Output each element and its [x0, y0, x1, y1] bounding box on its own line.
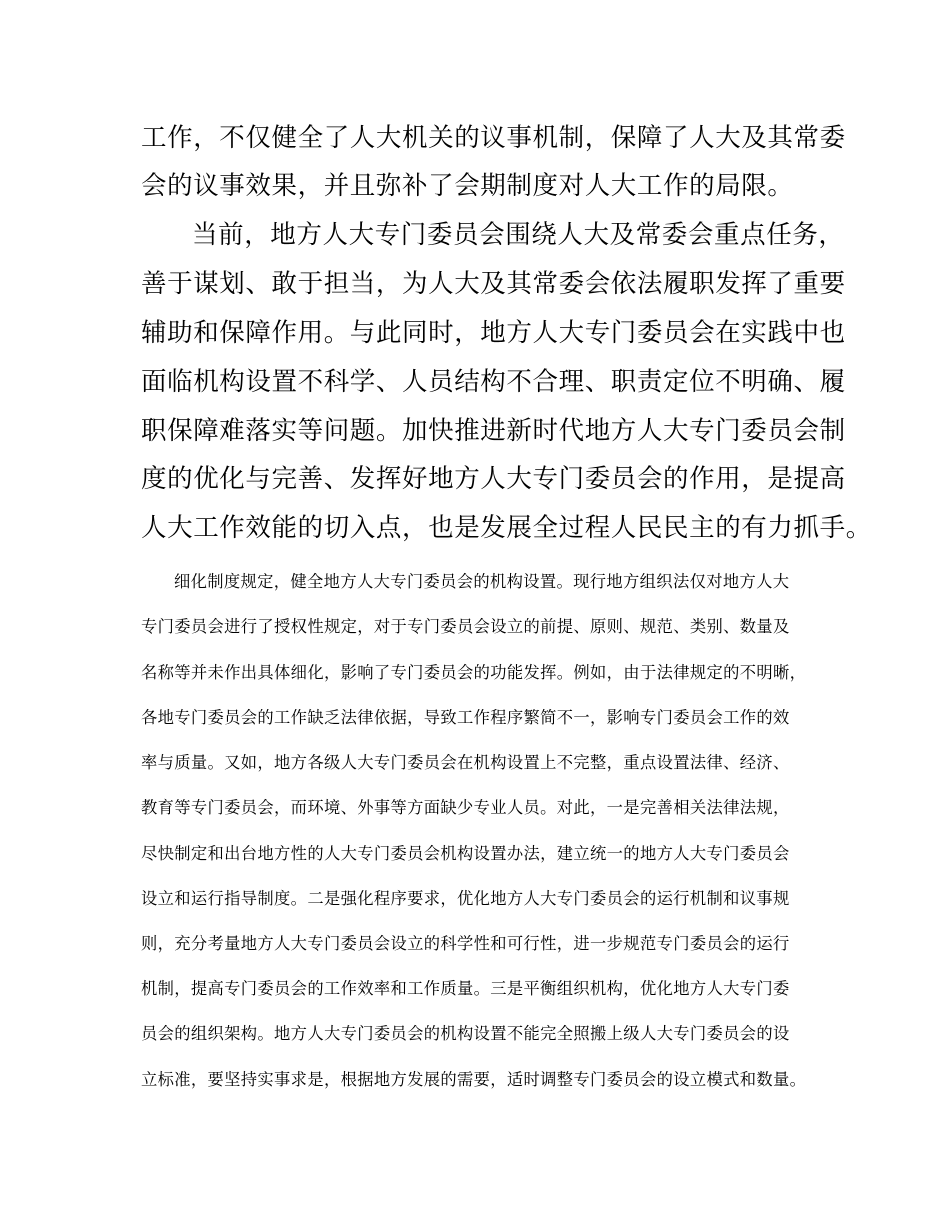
text-line: 细化制度规定，健全地方人大专门委员会的机构设置。现行地方组织法仅对地方人大	[174, 572, 790, 591]
text-line: 机制，提高专门委员会的工作效率和工作质量。三是平衡组织机构，优化地方人大专门委	[141, 979, 790, 998]
text-line: 善于谋划、敢于担当，为人大及其常委会依法履职发挥了重要	[141, 269, 846, 299]
text-line: 教育等专门委员会，而环境、外事等方面缺少专业人员。对此，一是完善相关法律法规，	[141, 798, 790, 817]
text-line: 立标准，要坚持实事求是，根据地方发展的需要，适时调整专门委员会的设立模式和数量。	[141, 1070, 807, 1089]
text-line: 人大工作效能的切入点，也是发展全过程人民民主的有力抓手。	[141, 513, 872, 543]
text-line: 职保障难落实等问题。加快推进新时代地方人大专门委员会制	[141, 416, 846, 446]
text-line: 则，充分考量地方人大专门委员会设立的科学性和可行性，进一步规范专门委员会的运行	[141, 934, 790, 953]
text-line: 当前，地方人大专门委员会围绕人大及常委会重点任务，	[192, 220, 845, 250]
text-line: 会的议事效果，并且弥补了会期制度对人大工作的局限。	[141, 171, 794, 201]
text-line: 各地专门委员会的工作缺乏法律依据，导致工作程序繁简不一，影响专门委员会工作的效	[141, 708, 790, 727]
text-line: 工作，不仅健全了人大机关的议事机制，保障了人大及其常委	[141, 123, 846, 153]
text-line: 率与质量。又如，地方各级人大专门委员会在机构设置上不完整，重点设置法律、经济、	[141, 753, 790, 772]
text-line: 员会的组织架构。地方人大专门委员会的机构设置不能完全照搬上级人大专门委员会的设	[141, 1024, 790, 1043]
text-line: 尽快制定和出台地方性的人大专门委员会机构设置办法，建立统一的地方人大专门委员会	[141, 844, 790, 863]
text-line: 设立和运行指导制度。二是强化程序要求，优化地方人大专门委员会的运行机制和议事规	[141, 889, 790, 908]
text-line: 辅助和保障作用。与此同时，地方人大专门委员会在实践中也	[141, 318, 846, 348]
text-line: 面临机构设置不科学、人员结构不合理、职责定位不明确、履	[141, 367, 846, 397]
text-line: 度的优化与完善、发挥好地方人大专门委员会的作用，是提高	[141, 464, 846, 494]
text-line: 专门委员会进行了授权性规定，对于专门委员会设立的前提、原则、规范、类别、数量及	[141, 617, 790, 636]
text-line: 名称等并未作出具体细化，影响了专门委员会的功能发挥。例如，由于法律规定的不明晰，	[141, 663, 807, 682]
